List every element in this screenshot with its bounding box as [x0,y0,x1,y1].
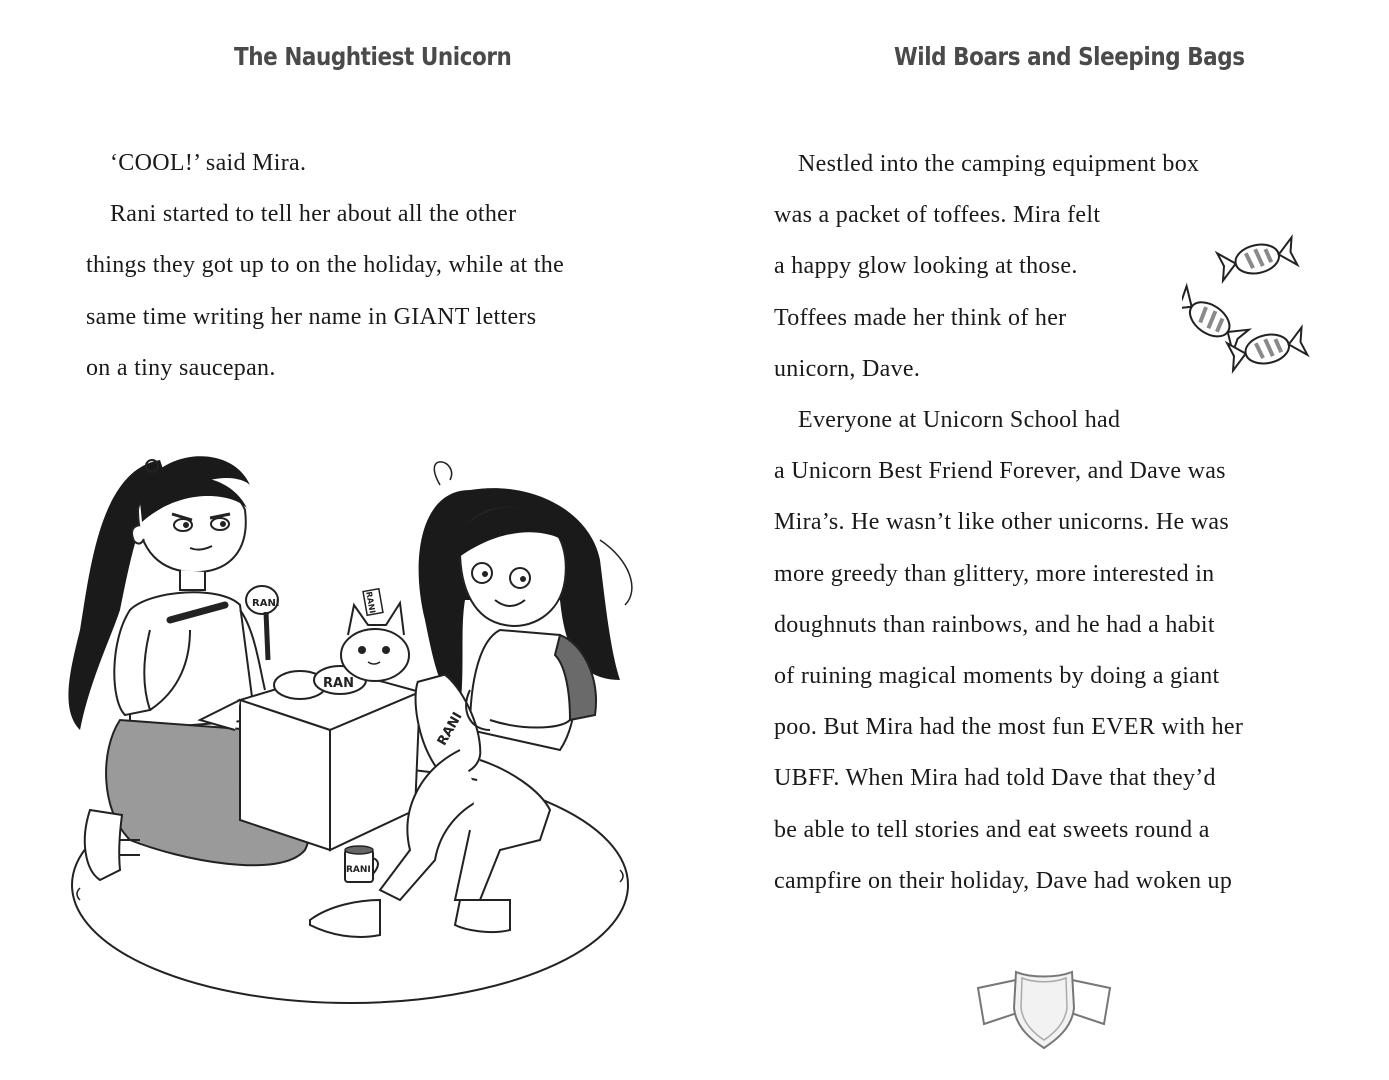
text-line: a Unicorn Best Friend Forever, and Dave was [774,458,1226,485]
text-line: things they got up to on the holiday, while at the [86,252,565,279]
toffee-candies-icon [1182,232,1322,382]
right-page [694,0,1389,1080]
text-line: was a packet of toffees. Mira felt [774,202,1101,229]
mug [345,846,378,882]
school-crest-icon [976,968,1112,1050]
text-line: same time writing her name in GIANT letters [86,303,537,330]
text-line: Toffees made her think of her [774,304,1067,331]
text-line: more greedy than glittery, more interested in [774,560,1215,587]
right-body-text [774,139,1243,907]
text-line: Nestled into the camping equipment box [798,151,1200,177]
saucepan-label: RANI [252,598,280,609]
text-line: on a tiny saucepan. [86,354,276,381]
girls-unpacking-illustration [40,430,660,1010]
text-line: be able to tell stories and eat sweets round a [774,816,1210,843]
text-line: Rani started to tell her about all the other [110,201,517,228]
text-line: unicorn, Dave. [774,355,921,382]
text-line: of ruining magical moments by doing a giant [774,663,1220,690]
text-line: doughnuts than rainbows, and he had a habit [774,611,1215,638]
left-page [0,0,694,1080]
text-line: UBFF. When Mira had told Dave that they’d [774,765,1216,792]
saucepan [246,586,280,660]
toffee-candy-icon [1182,286,1249,353]
box-item-label: RAN [323,676,354,691]
text-line: Everyone at Unicorn School had [798,407,1121,434]
text-line: a happy glow looking at those. [774,253,1078,280]
mug-label: RANI [346,865,371,875]
text-line: ‘COOL!’ said Mira. [110,150,307,176]
left-body-text [86,138,564,394]
toffee-candy-icon [1217,237,1297,280]
text-line: Mira’s. He wasn’t like other unicorns. He was [774,509,1229,536]
cat-tag-label: RANI [364,590,377,615]
text-line: poo. But Mira had the most fun EVER with her [774,714,1244,741]
running-head-right: Wild Boars and Sleeping Bags [894,42,1245,71]
bottle-label: RANI [434,709,466,749]
running-head-left: The Naughtiest Unicorn [234,42,512,71]
text-line: campfire on their holiday, Dave had woken up [774,867,1233,894]
